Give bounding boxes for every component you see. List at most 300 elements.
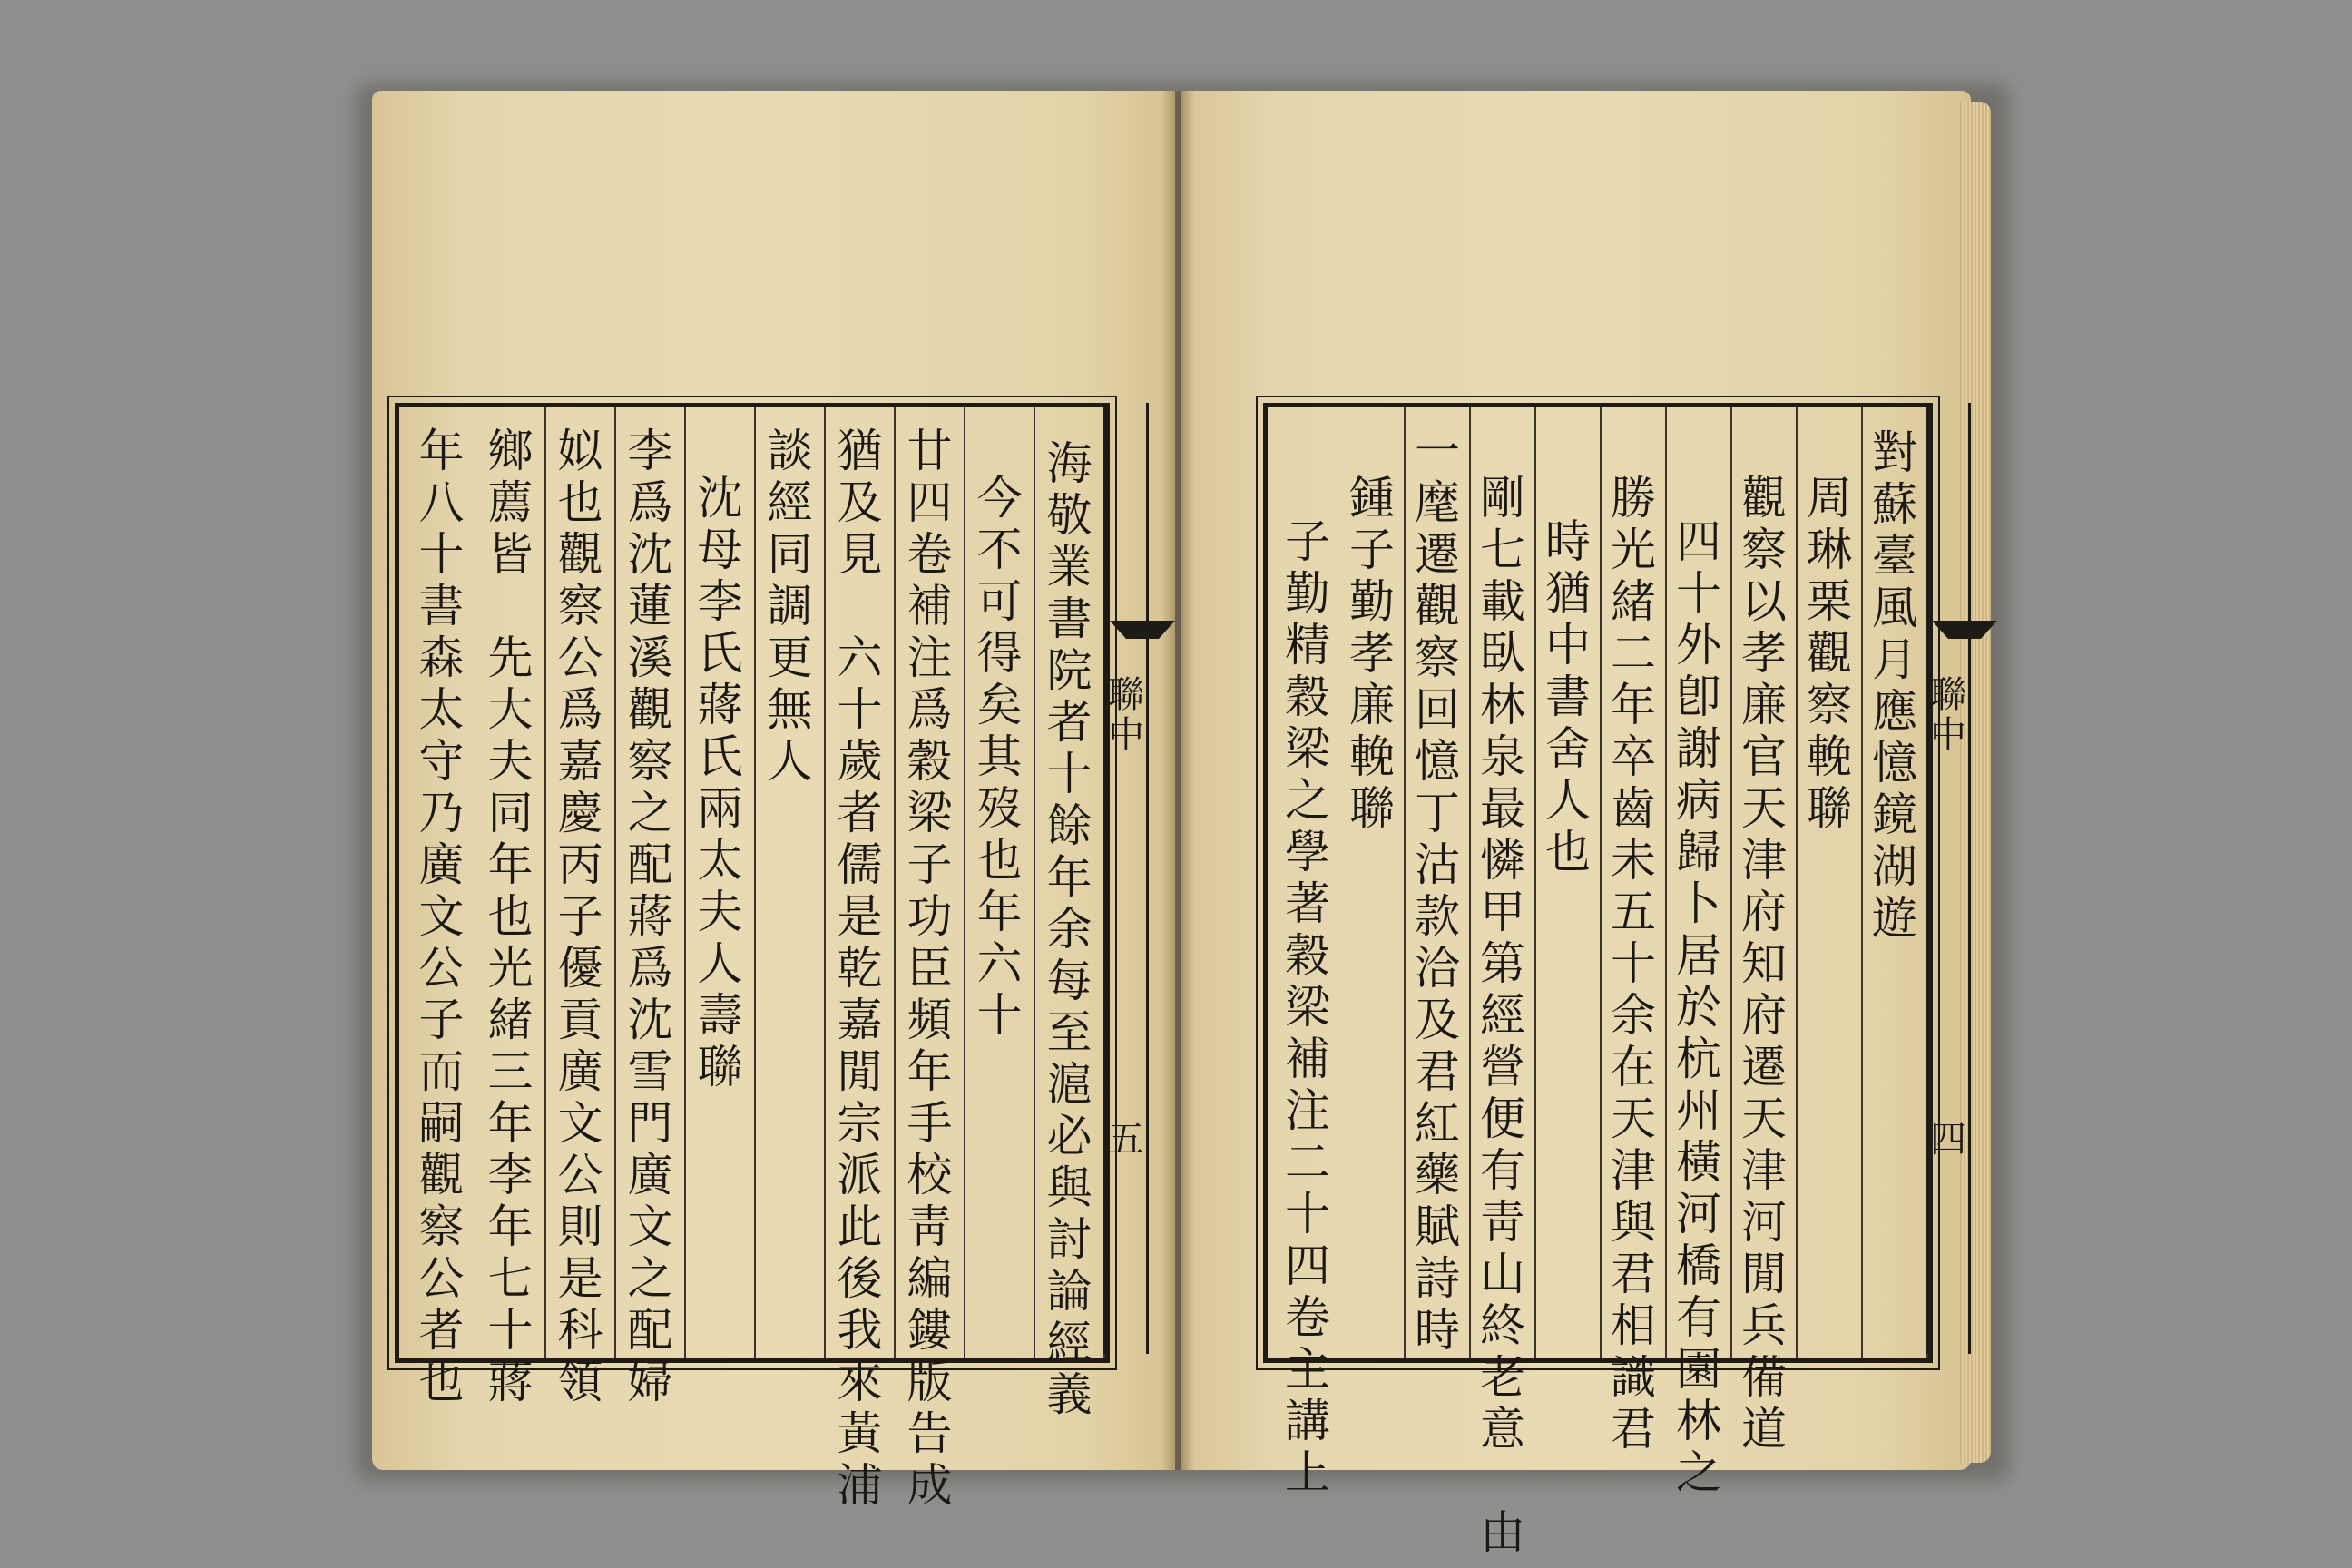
character: 最 xyxy=(1480,782,1525,835)
character: 便 xyxy=(1480,1093,1525,1145)
character: 憶 xyxy=(1872,737,1917,789)
character: 乾 xyxy=(837,942,883,995)
character: 經 xyxy=(1480,989,1525,1042)
character: 周 xyxy=(1807,472,1852,524)
character: 余 xyxy=(1046,903,1093,956)
character: 森 xyxy=(418,632,465,684)
character: 四 xyxy=(1676,515,1721,568)
character: 天 xyxy=(1611,1093,1656,1145)
character: 院 xyxy=(1046,644,1093,697)
character: 有 xyxy=(1676,1291,1721,1344)
text-column xyxy=(1667,407,1732,1499)
character: 病 xyxy=(1676,774,1721,827)
character: 浦 xyxy=(837,1459,883,1512)
text-column xyxy=(826,407,896,1512)
text-column xyxy=(546,407,616,1408)
character: 先 xyxy=(487,632,534,684)
character: 嘉 xyxy=(557,735,603,788)
character: 意 xyxy=(1480,1403,1525,1455)
character: 十 xyxy=(837,683,883,736)
character: 憐 xyxy=(1480,834,1525,887)
character: 載 xyxy=(1480,575,1525,628)
character: 有 xyxy=(1480,1144,1525,1197)
character: 門 xyxy=(627,1097,673,1150)
character: 人 xyxy=(697,937,743,990)
character: 光 xyxy=(1611,524,1656,576)
left-banxin xyxy=(1103,403,1149,1354)
character: 貢 xyxy=(557,994,603,1046)
character: 者 xyxy=(1046,696,1093,749)
character: 津 xyxy=(1741,834,1787,887)
character: 沈 xyxy=(627,528,673,581)
character: 爲 xyxy=(627,476,673,529)
left-banxin-title xyxy=(1106,675,1146,755)
character: 大 xyxy=(487,683,534,736)
character: 廉 xyxy=(1349,679,1395,731)
character: 黃 xyxy=(837,1407,883,1460)
character: 橋 xyxy=(1676,1240,1721,1292)
character: 林 xyxy=(1676,1395,1721,1447)
character: 七 xyxy=(1480,524,1525,576)
text-column xyxy=(1406,407,1471,1358)
character: 津 xyxy=(1741,1144,1787,1197)
character: 壽 xyxy=(697,989,743,1042)
character: 版 xyxy=(906,1356,953,1408)
character: 麾 xyxy=(1415,476,1460,529)
character: 之 xyxy=(1676,1446,1721,1499)
character: 年 xyxy=(418,425,465,477)
character: 老 xyxy=(1480,1351,1525,1404)
character: 泉 xyxy=(1480,730,1525,783)
character: 氏 xyxy=(697,730,743,783)
text-column xyxy=(1340,407,1406,1358)
character: 三 xyxy=(487,1045,534,1098)
character: 穀 xyxy=(1285,929,1330,982)
character: 居 xyxy=(1676,929,1721,982)
character: 廣 xyxy=(627,1149,673,1201)
character: 則 xyxy=(557,1200,603,1253)
character: 十 xyxy=(1611,937,1656,990)
character: 太 xyxy=(697,834,743,887)
character: 矣 xyxy=(976,679,1023,731)
character: 在 xyxy=(1611,1041,1656,1093)
text-column xyxy=(1863,407,1928,1358)
character: 也 xyxy=(557,476,603,529)
character: 薦 xyxy=(487,476,534,529)
character: 余 xyxy=(1611,989,1656,1042)
character: 卜 xyxy=(1676,877,1721,930)
character: 林 xyxy=(1480,679,1525,731)
character: 書 xyxy=(418,580,465,632)
character: 以 xyxy=(1741,575,1787,628)
character: 第 xyxy=(1480,937,1525,990)
character: 光 xyxy=(487,942,534,995)
character: 不 xyxy=(976,524,1023,576)
character: 及 xyxy=(1415,994,1460,1046)
text-column xyxy=(1732,407,1798,1455)
right-banxin-title xyxy=(1928,675,1968,755)
character: 補 xyxy=(906,580,953,632)
character: 爲 xyxy=(557,683,603,736)
character: 蔣 xyxy=(627,890,673,943)
character: 爲 xyxy=(627,942,673,995)
character: 津 xyxy=(1611,1144,1656,1197)
character: 與 xyxy=(1611,1196,1656,1249)
character: 子 xyxy=(1285,515,1330,568)
character: 義 xyxy=(1046,1368,1093,1421)
character: 公 xyxy=(418,942,465,995)
character: 李 xyxy=(697,575,743,628)
character: 剛 xyxy=(1480,472,1525,524)
character: 丙 xyxy=(557,838,603,891)
left-text-columns xyxy=(399,407,1105,1512)
character: 山 xyxy=(1480,1248,1525,1300)
character: 孝 xyxy=(1349,627,1395,680)
character: 年 xyxy=(1046,851,1093,904)
character: 十 xyxy=(487,1304,534,1357)
character: 雪 xyxy=(627,1045,673,1098)
character: 每 xyxy=(1046,955,1093,1007)
character: 甲 xyxy=(1480,886,1525,938)
character: 察 xyxy=(1807,679,1852,731)
character: 營 xyxy=(1480,1041,1525,1093)
character: 也 xyxy=(976,834,1023,887)
character: 公 xyxy=(418,1252,465,1305)
character: 精 xyxy=(1285,619,1330,671)
character: 同 xyxy=(487,787,534,839)
character: 上 xyxy=(1285,1446,1330,1499)
character: 蘇 xyxy=(1872,478,1917,531)
character: 七 xyxy=(487,1252,534,1305)
character: 察 xyxy=(418,1200,465,1253)
character: 此 xyxy=(837,1200,883,1253)
character: 知 xyxy=(1741,937,1787,990)
character: 頻 xyxy=(906,994,953,1046)
character: 橫 xyxy=(1676,1136,1721,1189)
character: 道 xyxy=(1741,1403,1787,1455)
character: 嗣 xyxy=(418,1097,465,1150)
character: 人 xyxy=(767,735,813,788)
character: 備 xyxy=(1741,1351,1787,1404)
character: 也 xyxy=(1545,826,1591,878)
character: 廿 xyxy=(906,425,953,477)
character: 六 xyxy=(837,632,883,684)
character: 皆 xyxy=(487,528,534,581)
character: 謝 xyxy=(1676,722,1721,775)
character: 卒 xyxy=(1611,730,1656,783)
character: 一 xyxy=(1415,425,1460,477)
character: 年 xyxy=(1611,679,1656,731)
character: 乃 xyxy=(418,787,465,839)
text-column xyxy=(1536,407,1602,1358)
character: 來 xyxy=(837,1356,883,1408)
character: 太 xyxy=(418,683,465,736)
character: 舍 xyxy=(1545,722,1591,775)
character: 聯 xyxy=(1349,782,1395,835)
character: 君 xyxy=(1415,1045,1460,1098)
character: 河 xyxy=(1741,1196,1787,1249)
character: 廉 xyxy=(1741,679,1787,731)
character: 公 xyxy=(557,632,603,684)
text-column xyxy=(1798,407,1863,1358)
character: 緒 xyxy=(487,994,534,1046)
character: 穀 xyxy=(906,735,953,788)
character: 是 xyxy=(557,1252,603,1305)
text-column xyxy=(1035,407,1105,1421)
character: 河 xyxy=(1676,1188,1721,1240)
character: 嘉 xyxy=(837,994,883,1046)
character: 子 xyxy=(906,838,953,891)
character: 廣 xyxy=(418,838,465,891)
character: 卷 xyxy=(906,528,953,581)
character: 人 xyxy=(1545,774,1591,827)
character: 八 xyxy=(418,476,465,529)
character xyxy=(484,581,538,632)
character: 遷 xyxy=(1415,528,1460,581)
character: 子 xyxy=(1349,524,1395,576)
character: 靑 xyxy=(906,1200,953,1253)
character: 領 xyxy=(557,1356,603,1408)
character: 講 xyxy=(1285,1395,1330,1447)
character: 五 xyxy=(1611,886,1656,938)
character: 子 xyxy=(557,890,603,943)
character: 公 xyxy=(557,1149,603,1201)
character: 年 xyxy=(976,886,1023,938)
character: 中 xyxy=(1545,619,1591,671)
character: 沽 xyxy=(1415,838,1460,891)
character: 無 xyxy=(767,683,813,736)
character: 紅 xyxy=(1415,1097,1460,1150)
character: 配 xyxy=(627,838,673,891)
character: 勤 xyxy=(1349,575,1395,628)
character: 梁 xyxy=(1285,722,1330,775)
character: 之 xyxy=(627,787,673,839)
character: 功 xyxy=(906,890,953,943)
character: 款 xyxy=(1415,890,1460,943)
character: 四 xyxy=(906,476,953,529)
character: 業 xyxy=(1046,541,1093,593)
character: 臺 xyxy=(1872,530,1917,583)
character: 更 xyxy=(767,632,813,684)
text-column xyxy=(965,407,1035,1358)
character: 調 xyxy=(767,580,813,632)
character: 著 xyxy=(1285,877,1330,930)
character: 觀 xyxy=(1415,580,1460,632)
character: 卽 xyxy=(1676,671,1721,723)
character: 未 xyxy=(1611,834,1656,887)
banxin-title-text: 聯中 xyxy=(1108,674,1144,756)
character: 補 xyxy=(1285,1033,1330,1085)
character: 至 xyxy=(1046,1006,1093,1059)
character: 官 xyxy=(1741,730,1787,783)
character: 科 xyxy=(557,1304,603,1357)
character: 宗 xyxy=(837,1097,883,1150)
character: 鄉 xyxy=(487,425,534,477)
character: 今 xyxy=(976,472,1023,524)
character: 論 xyxy=(1046,1265,1093,1318)
character: 歿 xyxy=(976,782,1023,835)
character: 手 xyxy=(906,1097,953,1150)
character: 識 xyxy=(1611,1351,1656,1404)
character: 穀 xyxy=(1285,671,1330,723)
character: 告 xyxy=(906,1407,953,1460)
character: 十 xyxy=(1285,1188,1330,1240)
character: 是 xyxy=(837,890,883,943)
character: 聯 xyxy=(697,1041,743,1093)
right-page-number: 四 xyxy=(1930,1119,1966,1161)
character: 鏤 xyxy=(906,1304,953,1357)
character: 齒 xyxy=(1611,782,1656,835)
character: 兵 xyxy=(1741,1299,1787,1352)
character: 溪 xyxy=(627,632,673,684)
fish-tail-mark xyxy=(1110,621,1175,639)
character: 文 xyxy=(418,890,465,943)
character: 主 xyxy=(1285,1343,1330,1396)
character: 廣 xyxy=(557,1045,603,1098)
character: 鍾 xyxy=(1349,472,1395,524)
character: 注 xyxy=(1285,1084,1330,1137)
character: 婦 xyxy=(627,1356,673,1408)
character: 回 xyxy=(1415,683,1460,736)
character: 天 xyxy=(1741,1093,1787,1145)
character: 琳 xyxy=(1807,524,1852,576)
character: 滬 xyxy=(1046,1058,1093,1111)
character: 對 xyxy=(1872,426,1917,479)
character: 猶 xyxy=(837,425,883,477)
text-column xyxy=(1471,407,1536,1559)
character: 氏 xyxy=(697,627,743,680)
character: 校 xyxy=(906,1149,953,1201)
character: 文 xyxy=(557,1097,603,1150)
right-banxin xyxy=(1926,403,1971,1354)
character: 爲 xyxy=(906,683,953,736)
character: 栗 xyxy=(1807,575,1852,628)
banxin-title-text: 聯中 xyxy=(1930,674,1966,756)
character: 而 xyxy=(418,1045,465,1098)
character: 風 xyxy=(1872,582,1917,634)
character: 十 xyxy=(1676,567,1721,620)
book-gutter xyxy=(1161,91,1194,1470)
character: 府 xyxy=(1741,989,1787,1042)
text-column xyxy=(756,407,826,1358)
character: 閒 xyxy=(1741,1248,1787,1300)
text-column xyxy=(616,407,686,1408)
character: 外 xyxy=(1676,619,1721,671)
character: 學 xyxy=(1285,826,1330,878)
character: 兩 xyxy=(697,782,743,835)
character: 察 xyxy=(1741,524,1787,576)
character: 也 xyxy=(418,1356,465,1408)
character: 君 xyxy=(1611,1403,1656,1455)
character: 成 xyxy=(906,1459,953,1512)
character: 鏡 xyxy=(1872,789,1917,841)
character: 遷 xyxy=(1741,1041,1787,1093)
character: 十 xyxy=(1046,748,1093,800)
right-text-columns xyxy=(1268,407,1928,1559)
character: 時 xyxy=(1545,515,1591,568)
character: 察 xyxy=(1415,632,1460,684)
character: 靑 xyxy=(1480,1196,1525,1249)
character: 李 xyxy=(627,425,673,477)
character: 觀 xyxy=(1741,472,1787,524)
character: 優 xyxy=(557,942,603,995)
character: 夫 xyxy=(487,735,534,788)
character: 與 xyxy=(1046,1161,1093,1214)
character: 君 xyxy=(1611,1248,1656,1300)
character: 其 xyxy=(976,730,1023,783)
character: 勝 xyxy=(1611,472,1656,524)
character: 談 xyxy=(767,425,813,477)
character: 丁 xyxy=(1415,787,1460,839)
character: 十 xyxy=(976,989,1023,1042)
text-column xyxy=(476,407,546,1408)
text-column xyxy=(896,407,965,1512)
text-column xyxy=(407,407,476,1408)
character xyxy=(833,581,887,632)
character: 配 xyxy=(627,1304,673,1357)
text-column xyxy=(686,407,756,1358)
character: 四 xyxy=(1285,1240,1330,1292)
character: 天 xyxy=(1741,782,1787,835)
fish-tail-mark xyxy=(1932,621,1997,639)
character: 蔣 xyxy=(697,679,743,731)
character: 十 xyxy=(418,528,465,581)
character: 沈 xyxy=(627,994,673,1046)
character: 我 xyxy=(837,1304,883,1357)
character: 觀 xyxy=(418,1149,465,1201)
character: 觀 xyxy=(557,528,603,581)
character: 湖 xyxy=(1872,840,1917,893)
character: 梁 xyxy=(906,787,953,839)
character: 討 xyxy=(1046,1213,1093,1266)
character: 遊 xyxy=(1872,892,1917,945)
character: 見 xyxy=(837,528,883,581)
character: 由 xyxy=(1480,1506,1525,1559)
character: 猶 xyxy=(1545,567,1591,620)
character: 臣 xyxy=(906,942,953,995)
character: 同 xyxy=(767,528,813,581)
character: 洽 xyxy=(1415,942,1460,995)
character: 梁 xyxy=(1285,981,1330,1034)
character: 觀 xyxy=(627,683,673,736)
character: 母 xyxy=(697,524,743,576)
character: 年 xyxy=(487,1097,534,1150)
character: 年 xyxy=(487,838,534,891)
character: 書 xyxy=(1046,593,1093,645)
character: 賦 xyxy=(1415,1200,1460,1253)
character: 卷 xyxy=(1285,1291,1330,1344)
character: 經 xyxy=(767,476,813,529)
character: 得 xyxy=(976,627,1023,680)
left-page-number: 五 xyxy=(1108,1119,1144,1161)
character: 藥 xyxy=(1415,1149,1460,1201)
character: 之 xyxy=(627,1252,673,1305)
character: 經 xyxy=(1046,1317,1093,1369)
character: 者 xyxy=(837,787,883,839)
character: 者 xyxy=(418,1304,465,1357)
character: 年 xyxy=(906,1045,953,1098)
character: 輓 xyxy=(1349,730,1395,783)
character: 府 xyxy=(1741,886,1787,938)
character: 州 xyxy=(1676,1084,1721,1137)
character: 二 xyxy=(1285,1136,1330,1189)
text-column xyxy=(1602,407,1667,1455)
character: 時 xyxy=(1415,1304,1460,1357)
text-column xyxy=(1275,407,1340,1499)
character: 子 xyxy=(418,994,465,1046)
character: 文 xyxy=(627,1200,673,1253)
character: 可 xyxy=(976,575,1023,628)
